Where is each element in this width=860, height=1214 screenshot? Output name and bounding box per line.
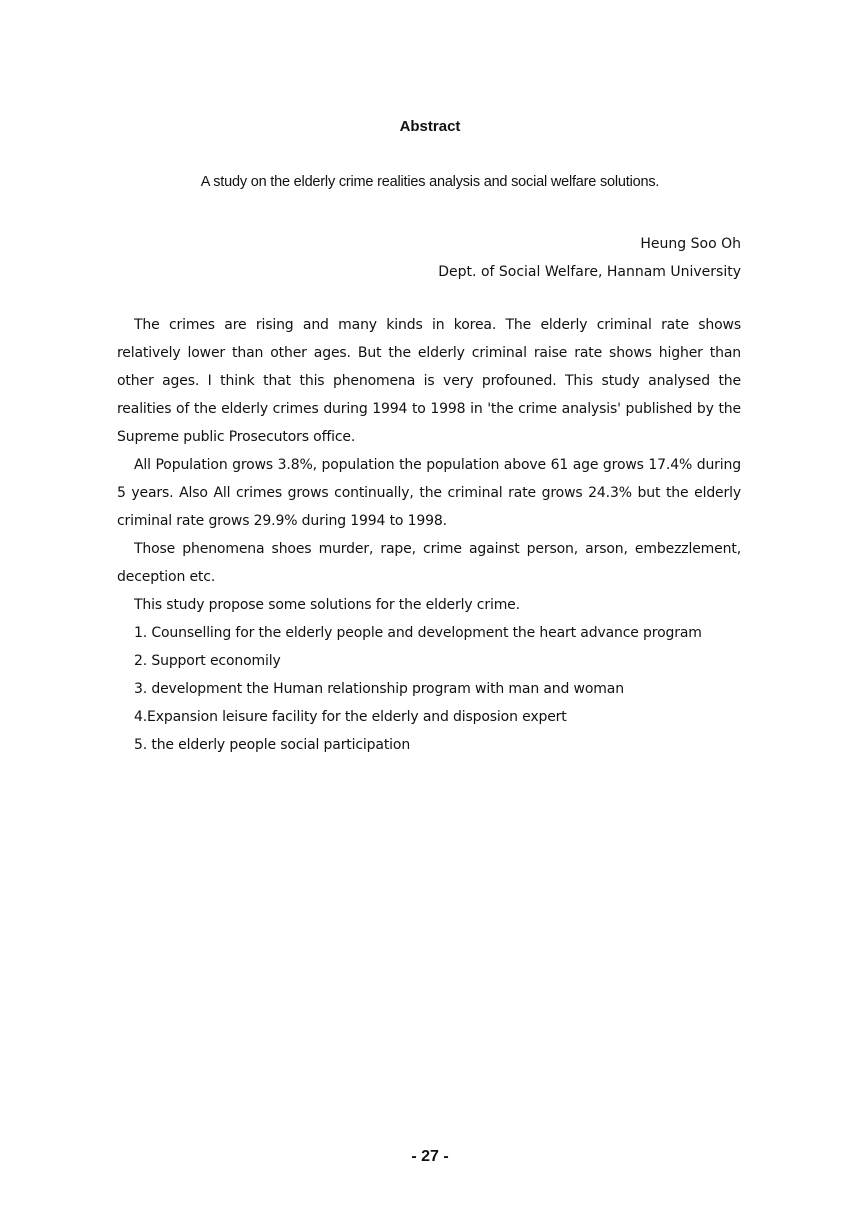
paper-title: A study on the elderly crime realities analysis and social welfare solutions. — [200, 174, 660, 190]
list-item: 2. Support economily — [134, 653, 281, 669]
paragraph-phenomena: Those phenomena shoes murder, rape, crime against person, arson, embezzlement, deception etc. — [117, 541, 741, 585]
abstract-heading: Abstract — [399, 118, 461, 135]
paragraph-intro: The crimes are rising and many kinds in korea. The elderly criminal rate shows relatively lower than other ages. But the elderly criminal raise rate shows higher than other ages. I think that this phenomena is very profouned. This study analysed the realities of the elderly crimes during 1994 to 1998 in 'the crime analysis' published by the Supreme public Prosecutors office. — [117, 317, 741, 445]
list-item: 5. the elderly people social participation — [134, 737, 411, 753]
author-affiliation: Dept. of Social Welfare, Hannam University — [438, 264, 741, 280]
author-name: Heung Soo Oh — [640, 236, 741, 252]
page-number: - 27 - — [411, 1148, 449, 1165]
list-item: 1. Counselling for the elderly people and development the heart advance program — [134, 625, 702, 641]
solutions-list — [117, 619, 741, 759]
list-item: 4.Expansion leisure facility for the elderly and disposion expert — [134, 709, 567, 725]
list-item: 3. development the Human relationship program with man and woman — [134, 681, 624, 697]
paragraph-solutions-intro: This study propose some solutions for the elderly crime. — [134, 597, 520, 613]
author-block — [438, 230, 741, 286]
abstract-body — [117, 311, 741, 759]
paragraph-statistics: All Population grows 3.8%, population the population above 61 age grows 17.4% during 5 years. Also All crimes grows continually, the criminal rate grows 24.3% but the elderly criminal rate grows 29.9% during 1994 to 1998. — [117, 457, 741, 529]
